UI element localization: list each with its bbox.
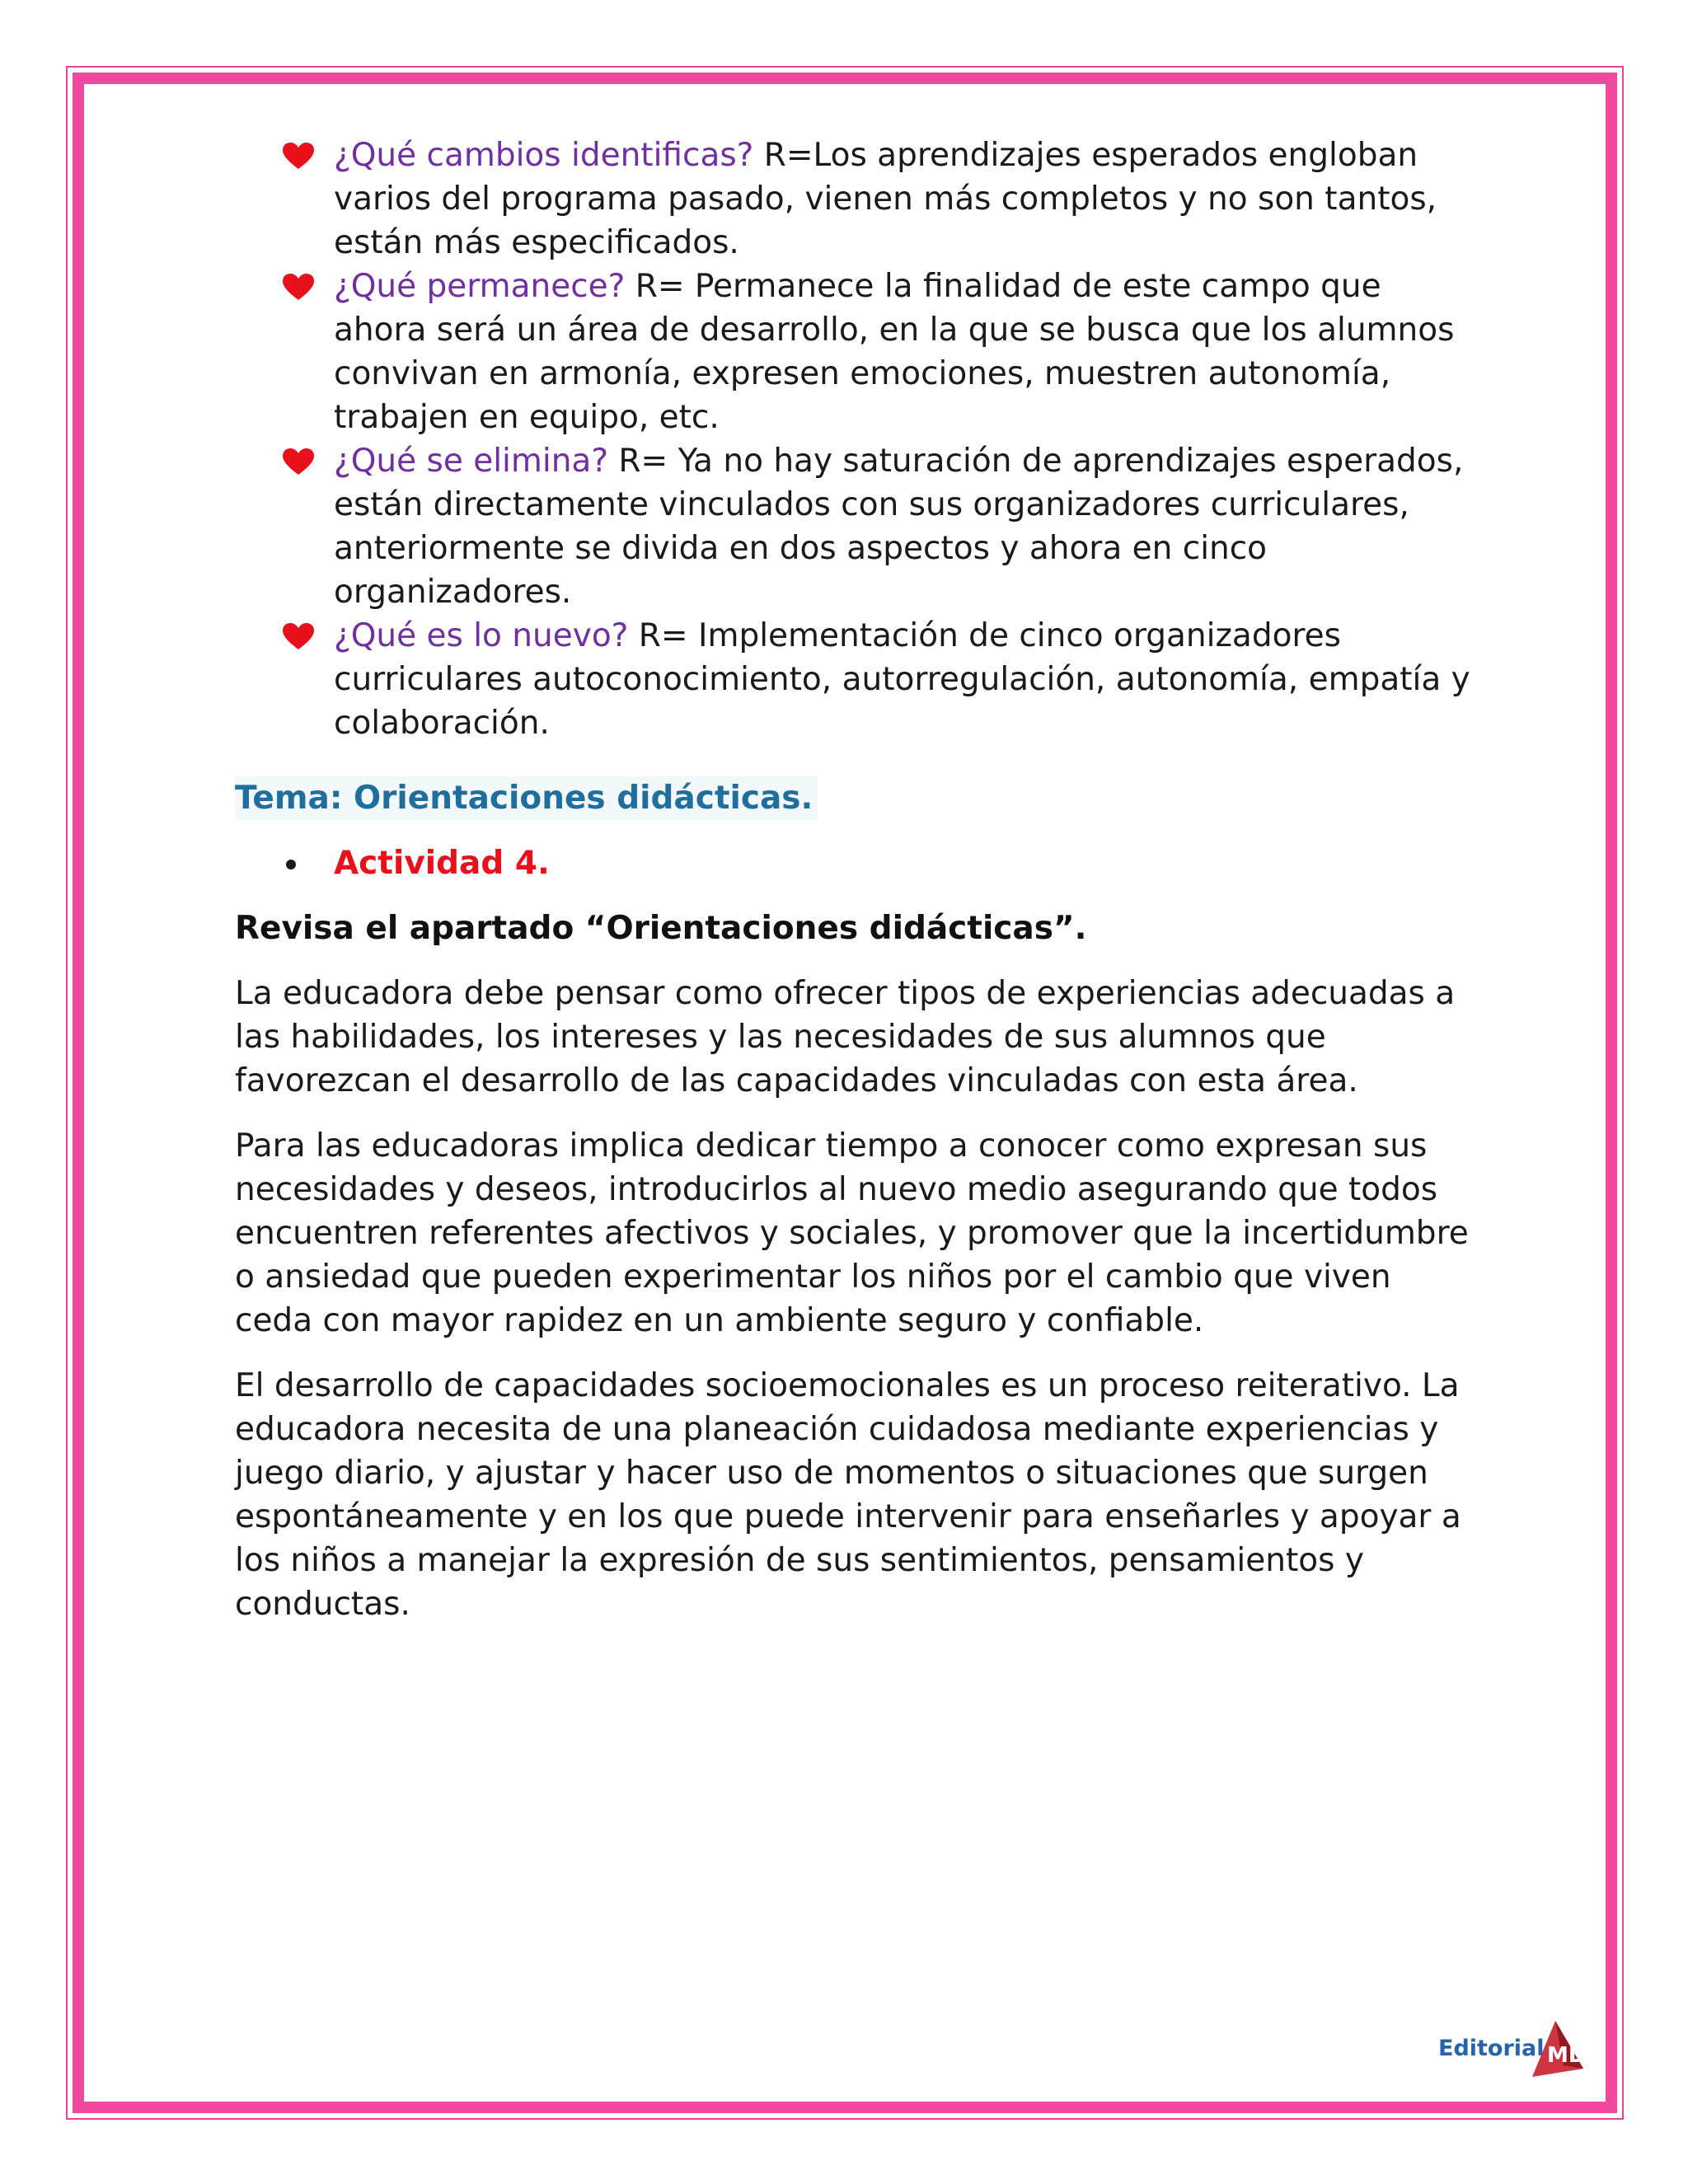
question-text: ¿Qué permanece? [334, 268, 626, 305]
list-item [235, 439, 1471, 614]
answer-text: R=Los aprendizajes esperados engloban varios del programa pasado, vienen más completos y no son tantos, están más especificados. [334, 137, 1437, 261]
logo-mark-icon [1531, 2019, 1587, 2079]
document-body [235, 134, 1471, 1626]
question-text: ¿Qué se elimina? [334, 443, 609, 480]
section-heading: Tema: Orientaciones didácticas. [235, 776, 818, 820]
logo-mark-text: MD [1547, 2043, 1587, 2068]
heart-icon [282, 448, 315, 476]
activity-label: Actividad 4. [334, 845, 550, 882]
instruction-heading: Revisa el apartado “Orientaciones didácticas”. [235, 910, 1087, 947]
list-item [235, 614, 1471, 745]
heart-icon [282, 142, 315, 170]
activity-item [235, 841, 1471, 885]
paragraph: Para las educadoras implica dedicar tiempo a conocer como expresan sus necesidades y deseos, introducirlos al nuevo medio asegurando que todos encuentren referentes afectivos y sociales, y promover que la incertidumbre o ansiedad que pueden experimentar los niños por el cambio que viven ceda con mayor rapidez en un ambiente seguro y confiable. [235, 1127, 1469, 1339]
logo-text: Editorial [1438, 2036, 1545, 2061]
question-text: ¿Qué es lo nuevo? [334, 617, 629, 654]
paragraph: El desarrollo de capacidades socioemocionales es un proceso reiterativo. La educadora necesita de una planeación cuidadosa mediante experiencias y juego diario, y ajustar y hacer uso de momentos o situaciones que surgen espontáneamente y en los que puede intervenir para enseñarles y apoyar a los niños a manejar la expresión de sus sentimientos, pensamientos y conductas. [235, 1367, 1461, 1623]
paragraph: La educadora debe pensar como ofrecer tipos de experiencias adecuadas a las habilidades, los intereses y las necesidades de sus alumnos que favorezcan el desarrollo de las capacidades vinculadas con esta área. [235, 975, 1456, 1099]
answer-text: R= Ya no hay saturación de aprendizajes esperados, están directamente vinculados con sus organizadores curriculares, anteriormente se divida en dos aspectos y ahora en cinco organizadores. [334, 443, 1464, 611]
answer-text: R= Implementación de cinco organizadores curriculares autoconocimiento, autorregulación, autonomía, empatía y colaboración. [334, 617, 1470, 742]
editorial-logo [1438, 2016, 1587, 2082]
answer-text: R= Permanece la finalidad de este campo que ahora será un área de desarrollo, en la que se busca que los alumnos convivan en armonía, expresen emociones, muestren autonomía, trabajen en equipo, etc. [334, 268, 1455, 436]
question-list [235, 134, 1471, 745]
heart-icon [282, 273, 315, 301]
heart-icon [282, 622, 315, 650]
list-item [235, 265, 1471, 439]
bullet-icon [286, 860, 296, 869]
question-text: ¿Qué cambios identificas? [334, 137, 754, 174]
list-item [235, 134, 1471, 265]
